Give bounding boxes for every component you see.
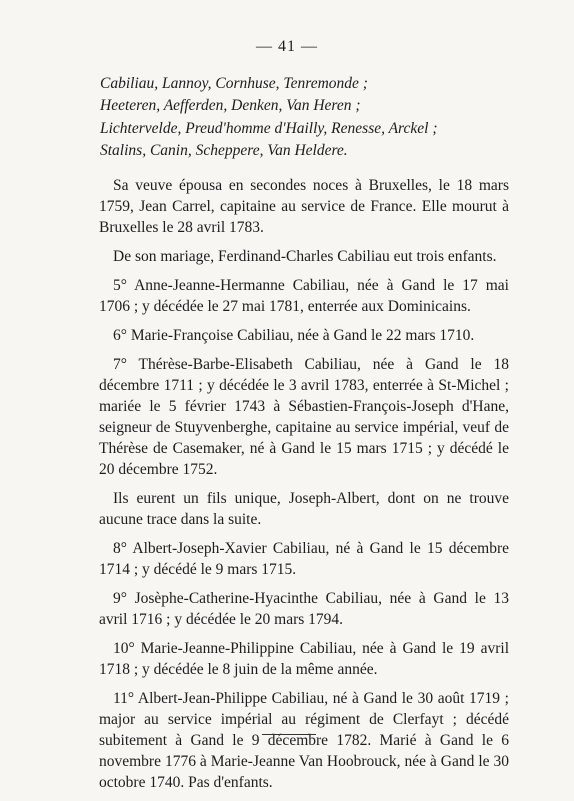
paragraph: 10° Marie-Jeanne-Philippine Cabiliau, née à Gand le 19 avril 1718 ; y décédée le 8 juin de la même année. [99,640,509,678]
verse-block [100,73,520,162]
verse-line: Cabiliau, Lannoy, Cornhuse, Tenremonde ; [100,75,368,92]
paragraph: 8° Albert-Joseph-Xavier Cabiliau, né à Gand le 15 décembre 1714 ; y décédé le 9 mars 1715. [99,540,509,578]
page-number: — 41 — [256,38,318,55]
verse-line: Lichtervelde, Preud'homme d'Hailly, Renesse, Arckel ; [100,119,438,137]
body-text [99,175,509,801]
verse-line: Stalins, Canin, Scheppere, Van Heldere. [100,141,348,159]
closing-rule [262,734,316,735]
paragraph: 5° Anne-Jeanne-Hermanne Cabiliau, née à Gand le 17 mai 1706 ; y décédée le 27 mai 1781, enterrée aux Dominicains. [99,277,509,315]
paragraph: De son mariage, Ferdinand-Charles Cabiliau eut trois enfants. [113,248,497,265]
paragraph: 11° Albert-Jean-Philippe Cabiliau, né à Gand le 30 août 1719 ; major au service impérial au régiment de Clerfayt ; décédé subitement à Gand le 9 décembre 1782. Marié à Gand le 6 novembre 1776 à Marie-Jeanne Van Hoobrouck, née à Gand le 30 octobre 1740. Pas d'enfants. [99,690,509,791]
paragraph: 7° Thérèse-Barbe-Elisabeth Cabiliau, née à Gand le 18 décembre 1711 ; y décédée le 3 avril 1783, enterrée à St-Michel ; mariée le 5 février 1743 à Sébastien-François-Joseph d'Hane, seigneur de Stuyvenberghe, capitaine au service impérial, veuf de Thérèse de Casemaker, né à Gand le 15 mars 1715 ; y décédé le 20 décembre 1752. [99,356,509,478]
verse-line: Heeteren, Aefferden, Denken, Van Heren ; [100,97,361,115]
paragraph: Sa veuve épousa en secondes noces à Bruxelles, le 18 mars 1759, Jean Carrel, capitaine au service de France. Elle mourut à Bruxelles le 28 avril 1783. [99,177,509,236]
paragraph: 6° Marie-Françoise Cabiliau, née à Gand le 22 mars 1710. [113,327,475,344]
paragraph: 9° Josèphe-Catherine-Hyacinthe Cabiliau, née à Gand le 13 avril 1716 ; y décédée le 20 mars 1794. [99,590,509,628]
paragraph: Ils eurent un fils unique, Joseph-Albert, dont on ne trouve aucune trace dans la suite. [99,490,509,528]
